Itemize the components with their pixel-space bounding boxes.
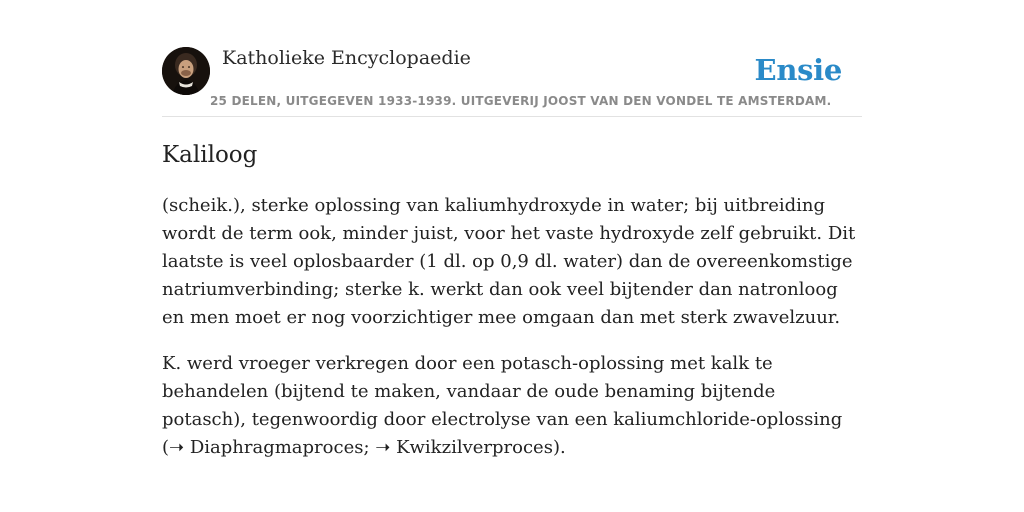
page-header: [162, 46, 862, 117]
article-paragraph: (scheik.), sterke oplossing van kaliumhydroxyde in water; bij uitbreiding wordt de term ook, minder juist, voor het vaste hydroxyde zelf gebruikt. Dit laatste is veel oplosbaarder (1 dl. op 0,9 dl. water) dan de overeenkomstige natriumverbinding; sterke k. werkt dan ook veel bijtender dan natronloog en men moet er nog voorzichtiger mee omgaan dan met sterk zwavelzuur.: [162, 195, 856, 328]
paragraph-closing: ).: [552, 437, 566, 458]
xref-separator: ;: [363, 437, 376, 458]
article-body: [162, 192, 862, 480]
encyclopedia-title[interactable]: Katholieke Encyclopaedie: [222, 47, 471, 69]
portrait-avatar-icon[interactable]: [162, 47, 210, 95]
ensie-logo[interactable]: Ensie: [754, 53, 842, 87]
publication-info: 25 DELEN, UITGEGEVEN 1933-1939. UITGEVERIJ JOOST VAN DEN VONDEL TE AMSTERDAM.: [210, 94, 832, 108]
article-title: Kaliloog: [162, 142, 258, 168]
article-paragraph: [162, 350, 862, 462]
paragraph-text: K. werd vroeger verkregen door een potasch-oplossing met kalk te behandelen (bijtend te maken, vandaar de oude benaming bijtende potasch), tegenwoordig door electrolyse van een kaliumchloride-oplossing (: [162, 353, 843, 458]
xref-diaphragmaproces-link[interactable]: ➝ Diaphragmaproces: [169, 437, 364, 458]
xref-kwikzilverproces-link[interactable]: ➝ Kwikzilverproces: [375, 437, 553, 458]
